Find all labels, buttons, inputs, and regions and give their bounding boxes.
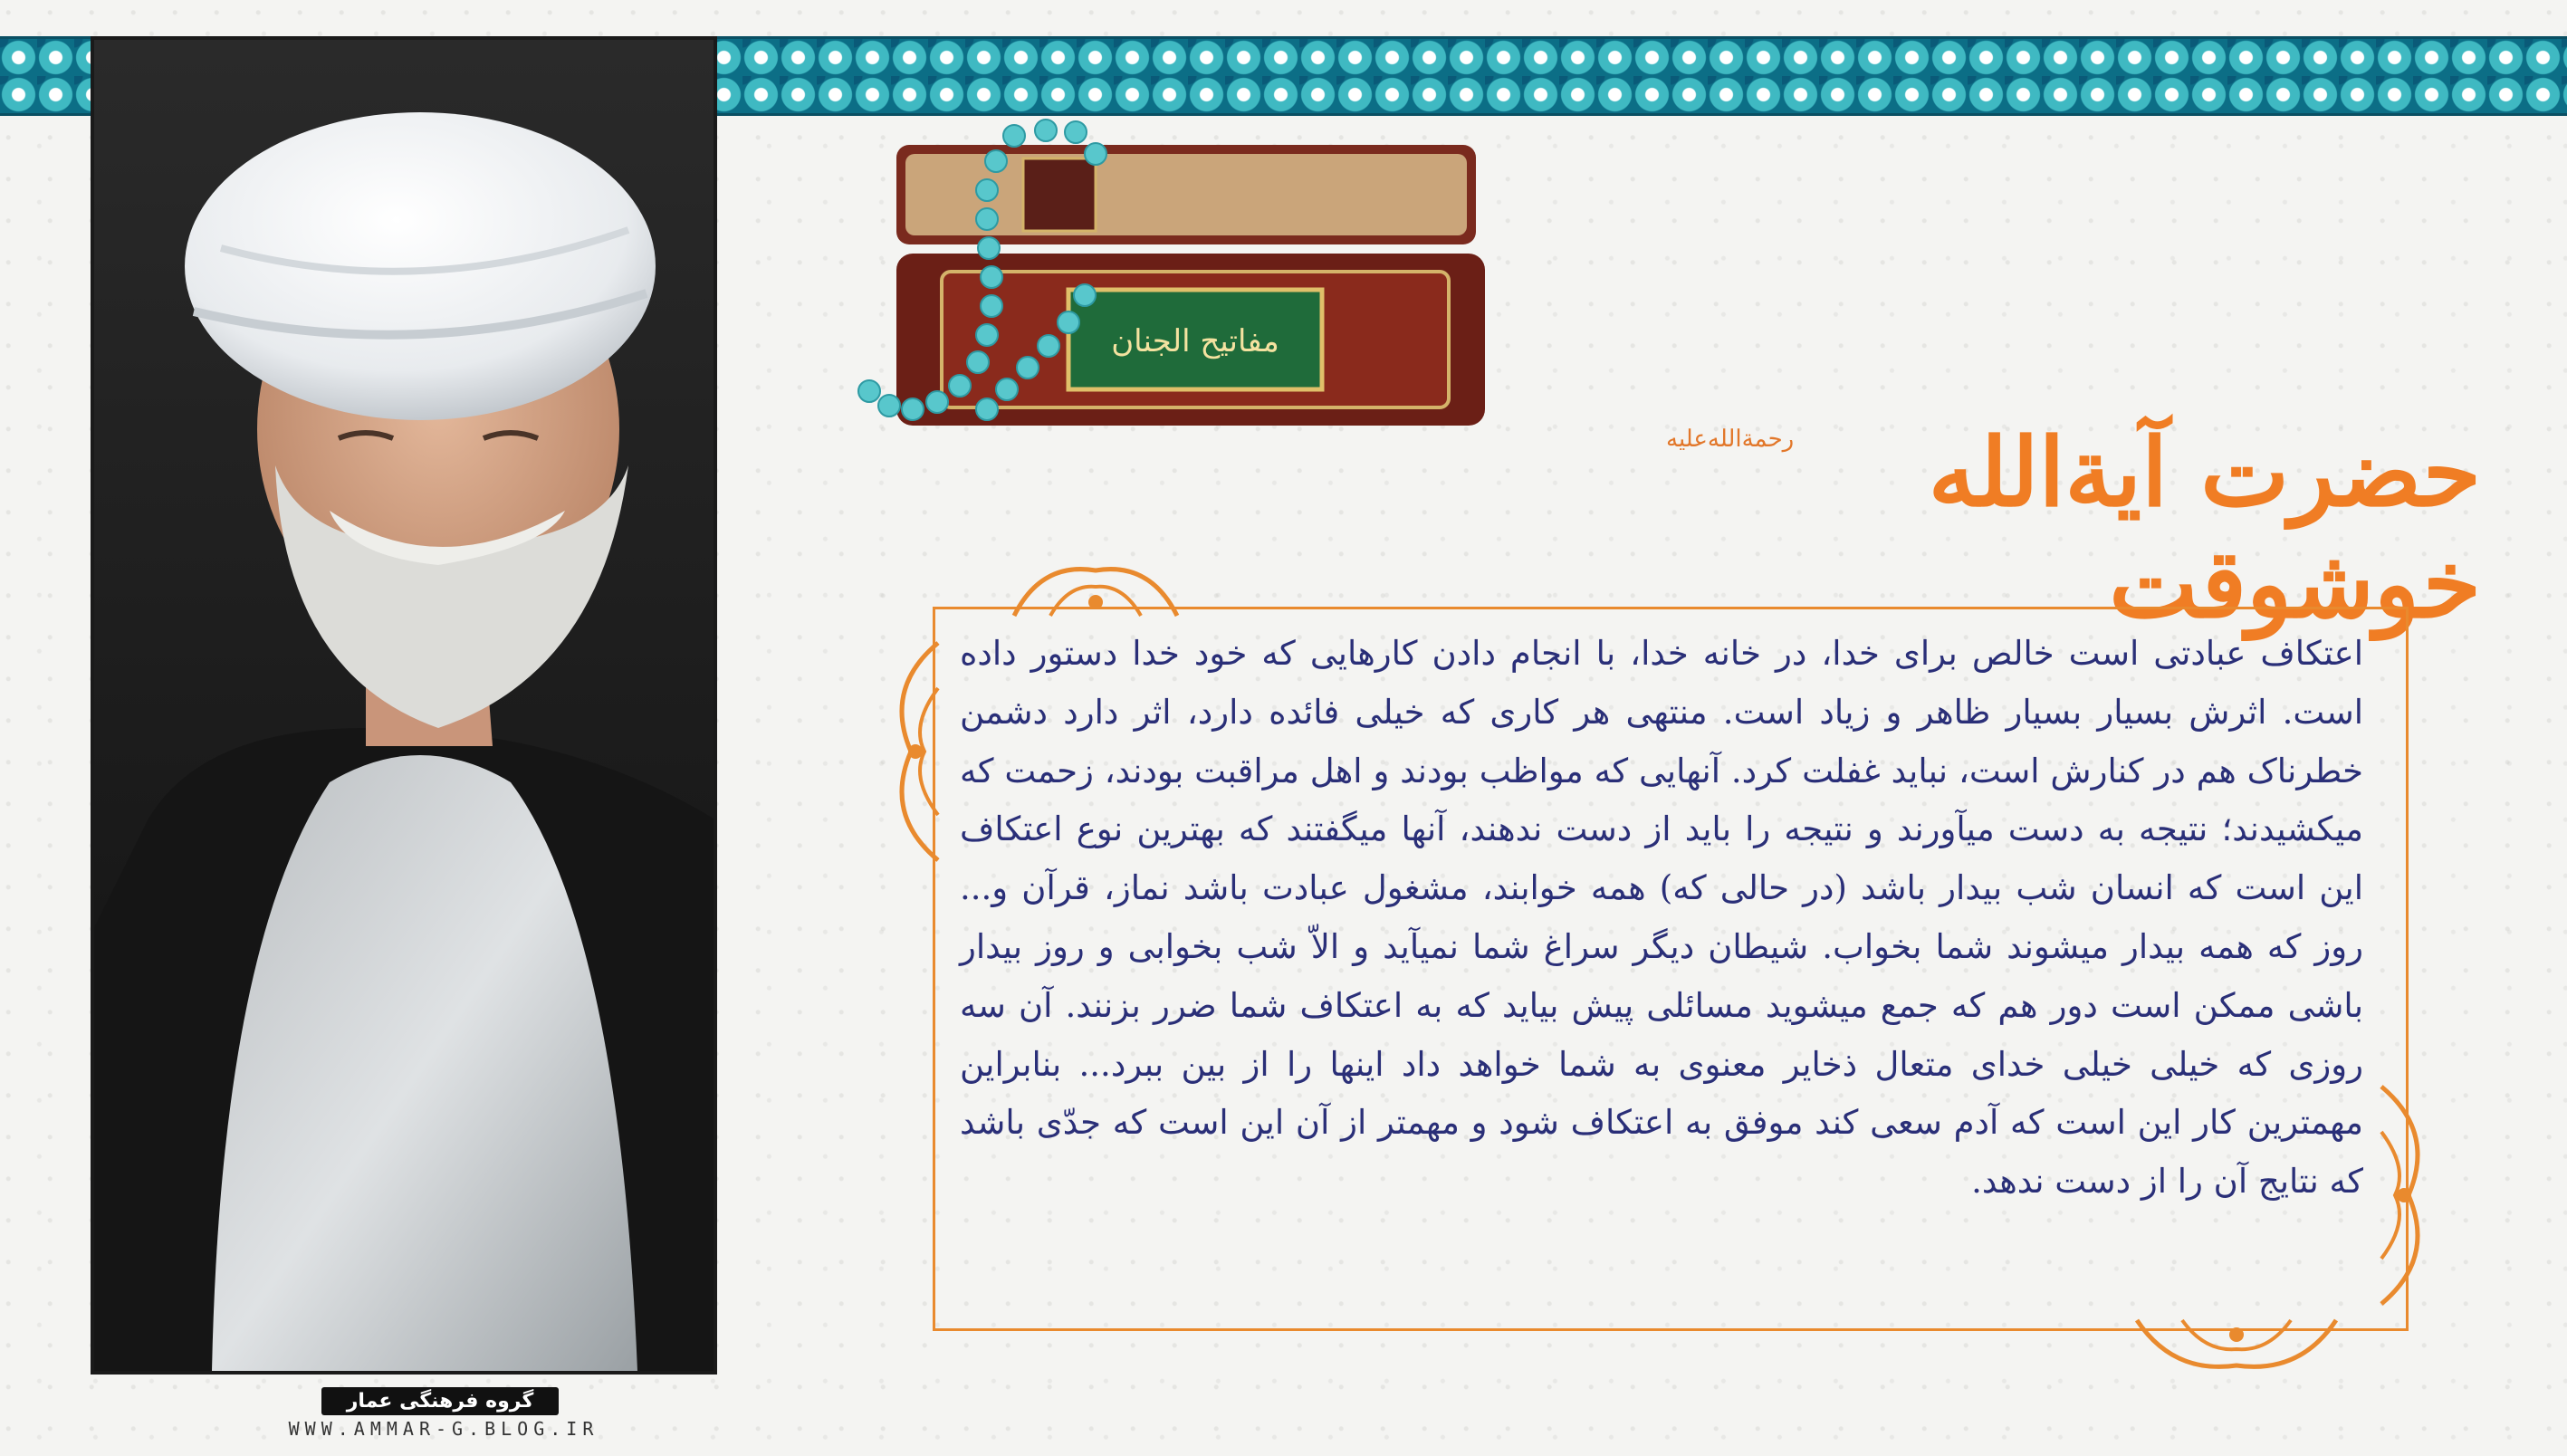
arabesque-corner-ornament-top — [1005, 552, 1186, 625]
title-honorific: رحمة‌الله‌علیه — [1666, 426, 1795, 453]
book-illustration — [842, 118, 1566, 516]
page-title: حضرت آیة‌الله خوشوقت — [1928, 417, 2481, 639]
arabesque-corner-ornament-right — [2372, 1078, 2445, 1313]
arabesque-corner-ornament-left — [875, 634, 947, 869]
arabesque-corner-ornament-bottom — [2128, 1311, 2345, 1384]
book-stack-with-prayer-beads — [842, 118, 1566, 516]
portrait-illustration — [94, 40, 714, 1371]
group-logo — [259, 1385, 621, 1416]
book-cover-title: مفاتیح الجنان — [1111, 323, 1279, 359]
quote-text: اعتکاف عبادتی است خالص برای خدا، در خانه خدا، با انجام دادن کارهایی که خود خدا دستور داده است. اثرش بسیار بسیار ظاهر و زیاد است. منتهی هر کاری که خیلی فائده دارد، اثر دارد دشمن خطرناک هم در کنارش است، نباید غفلت کرد. آنهایی که مواظب بودند و اهل مراقبت بودند، زحمت که میکشیدند؛ نتیجه به دست میآورند و نتیجه را باید از دست ندهند، آنها میگفتند که بهترین نوع اعتکاف این است که انسان شب بیدار باشد (در حالی که) همه خوابند، مشغول عبادت باشد نماز، قرآن و... روز که همه بیدار میشوند شما بخواب. شیطان دیگر سراغ شما نمیآید و الاّ شب بخوابی و روز بیدار باشی ممکن است دور هم که جمع میشوید مسائلی پیش بیاید که به اعتکاف شما ضرر بزنند. آن سه روزی که خیلی خیلی خدای متعال ذخایر معنوی به شما خواهد داد اینها را از بین ببرد... بنابراین مهمترین کار این است که آدم سعی کند موفق به اعتکاف شود و مهمتر از آن این است که جدّی باشد که نتایج آن را از دست ندهد. — [960, 634, 2364, 1202]
site-url: WWW.AMMAR-G.BLOG.IR — [288, 1418, 599, 1440]
cleric-portrait — [91, 36, 717, 1375]
group-name: گروه فرهنگی عمار — [321, 1387, 560, 1415]
